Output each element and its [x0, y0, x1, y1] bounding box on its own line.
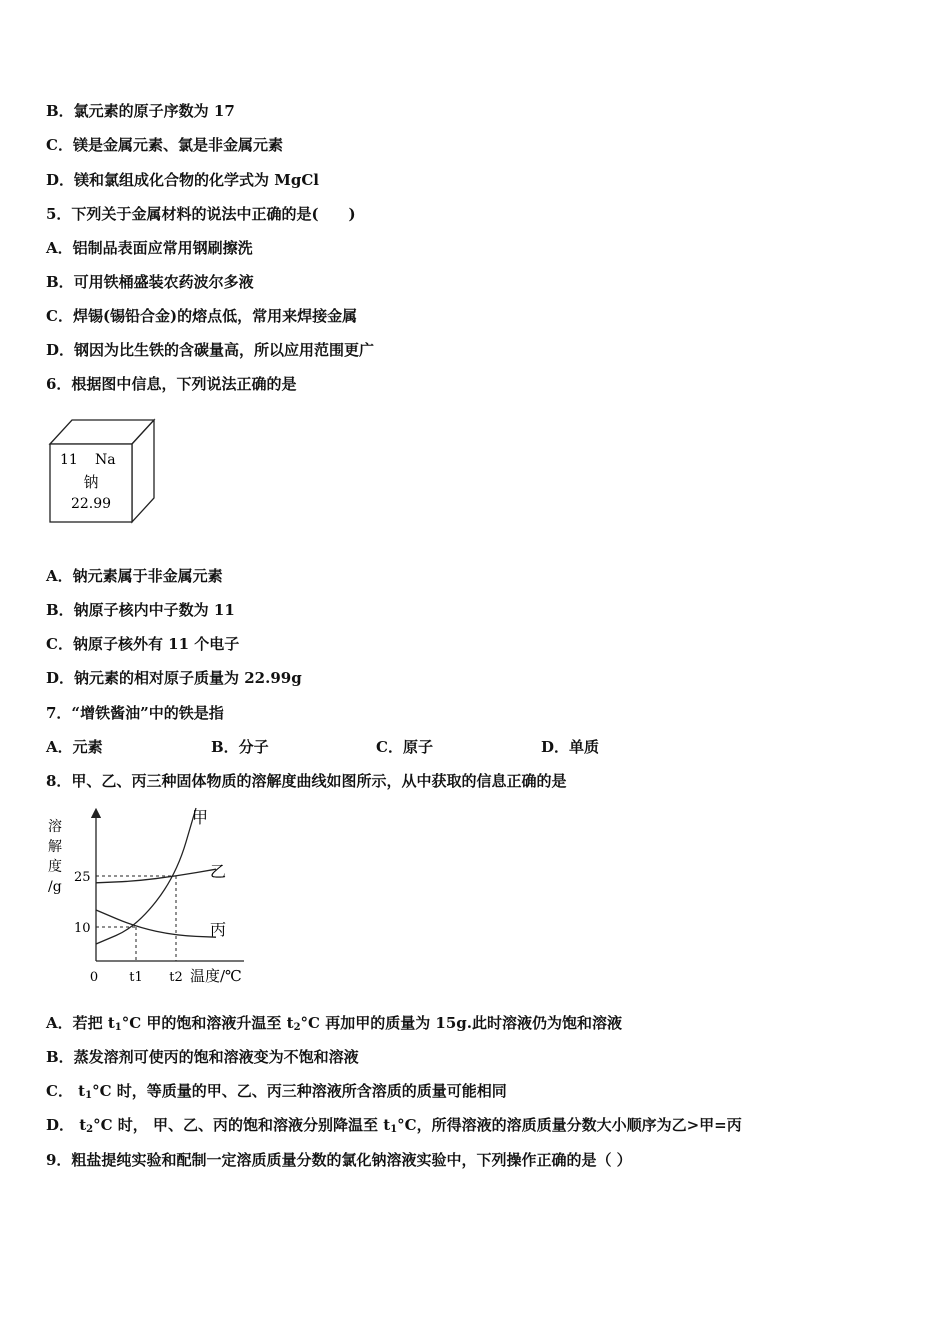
q8-option-b: B．蒸发溶剂可使丙的饱和溶液变为不饱和溶液	[46, 1048, 359, 1066]
q5-stem: 5．下列关于金属材料的说法中正确的是( )	[46, 205, 356, 223]
q8-option-a: A．若把 $t_1^\circ C$ 甲的饱和溶液升温至 $t_2^\circ C$ 再加甲的质量为 15g.此时溶液仍为饱和溶液	[46, 1014, 623, 1033]
element-name: 钠	[83, 473, 99, 491]
element-atomic-number: 11	[60, 452, 78, 468]
element-symbol: Na	[95, 452, 116, 468]
q4-option-b: B．氯元素的原子序数为 17	[46, 102, 235, 120]
q5-option-a: A．铝制品表面应常用钢刷擦洗	[46, 239, 253, 257]
q7-stem: 7．“增铁酱油”中的铁是指	[46, 704, 224, 722]
y-tick-label: 25	[74, 870, 91, 885]
x-tick-label: t1	[129, 970, 143, 985]
q5-option-d: D．钢因为比生铁的含碳量高，所以应用范围更广	[46, 341, 375, 359]
series-line-3	[96, 910, 216, 937]
q7-option-a: A．元素	[46, 738, 103, 756]
q9-stem: 9．粗盐提纯实验和配制一定溶质质量分数的氯化钠溶液实验中，下列操作正确的是（ ）	[46, 1151, 632, 1169]
q4-option-d: D．镁和氯组成化合物的化学式为 MgCl	[46, 171, 319, 189]
x-tick-label: 0	[89, 970, 99, 985]
q8-option-c: C． $t_1^\circ C$ 时，等质量的甲、乙、丙三种溶液所含溶质的质量可能相同	[46, 1082, 507, 1101]
x-axis-label: 温度/℃	[190, 967, 242, 985]
y-tick-label: 10	[74, 921, 91, 936]
q8-option-d: D． $t_2^\circ C$ 时， 甲、乙、丙的饱和溶液分别降温至 $t_1^\circ C$，所得溶液的溶质质量分数大小顺序为乙>甲=丙	[46, 1116, 742, 1135]
q6-option-c: C．钠原子核外有 11 个电子	[46, 635, 240, 653]
y-label-char: /g	[48, 879, 62, 895]
element-mass: 22.99	[70, 496, 112, 512]
y-label-char: 解	[48, 839, 62, 855]
solubility-chart	[44, 803, 254, 999]
solubility-chart-svg	[44, 803, 254, 995]
q7-option-d: D．单质	[541, 738, 600, 756]
q5-option-b: B．可用铁桶盛装农药波尔多液	[46, 273, 254, 291]
q4-option-c: C．镁是金属元素、氯是非金属元素	[46, 136, 283, 154]
series-label: 丙	[210, 920, 227, 939]
q7-option-c: C．原子	[376, 738, 433, 756]
series-label: 乙	[210, 862, 227, 881]
q7-option-b: B．分子	[211, 738, 269, 756]
q6-option-b: B．钠原子核内中子数为 11	[46, 601, 235, 619]
element-card-figure	[46, 418, 158, 530]
q6-stem: 6．根据图中信息，下列说法正确的是	[46, 375, 297, 393]
y-label-char: 溶	[48, 819, 62, 835]
x-tick-label: t2	[169, 970, 183, 985]
q8-stem: 8．甲、乙、丙三种固体物质的溶解度曲线如图所示，从中获取的信息正确的是	[46, 772, 567, 790]
q5-option-c: C．焊锡(锡铅合金)的熔点低，常用来焊接金属	[46, 307, 358, 325]
q6-option-d: D．钠元素的相对原子质量为 22.99g	[46, 669, 302, 687]
y-label-char: 度	[48, 859, 62, 875]
q6-option-a: A．钠元素属于非金属元素	[46, 567, 223, 585]
series-label: 甲	[192, 808, 209, 827]
